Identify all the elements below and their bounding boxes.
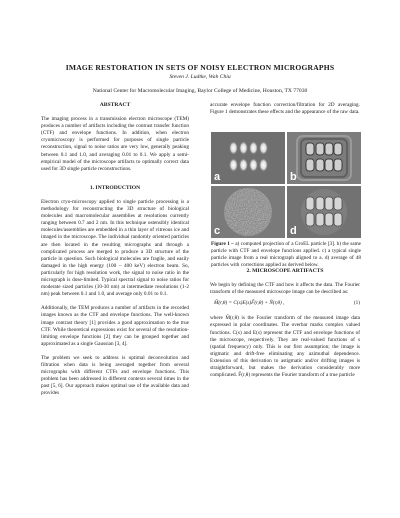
figure-panel-a	[211, 132, 285, 184]
panel-d-image	[287, 186, 361, 238]
intro-heading: 1. INTRODUCTION	[89, 184, 141, 191]
caption-label: Figure 1 –	[211, 241, 234, 247]
right-paragraph-2: We begin by defining the CTF and how it affects the data. The Fourier transform of the measured microscope image can be described as:	[210, 282, 360, 296]
abstract-text: The imaging process in a transmission electron microscope (TEM) produces a number of artifacts including the contrast transfer function (CTF) and envelope functions. In addition, when electron cryomicroscopy is performed for purposes of single particle reconstruction, signal to noise ratios are very low, generally peaking between 0.1 and 1.0, and averaging 0.01 to 0.1. We apply a semi-empirical model of the microscope artifacts to optimally correct data used for 3D single particle reconstructions.	[41, 116, 189, 172]
figure-label-c: c	[214, 225, 221, 237]
right-column-bottom	[210, 268, 360, 386]
figure-label-a: a	[214, 171, 221, 183]
intro-paragraph-1: Electron cryo-microscopy applied to single particle processing is a methodology for reconstructing the 3D structure of biological molecules and macromolecular assemblies at resolutions currently ranging between 0.7 and 2 nm. In this technique ostensibly identical molecules/assemblies are embedded in a thin layer of vitreous ice and imaged in the microscope. The individual randomly oriented particles are then located in the resulting micrographs and through a complicated process are merged to produce a 3D structure of the particle in question. Such biological molecules are fragile, and easily damaged in the high energy (100 – 400 keV) electron beam. So, particularly for high resolution work, the signal to noise ratio in the micrograph is dose-limited. Typical spectral signal to noise ratios for moderate sized particles (10-30 nm) at intermediate resolutions (1-2 nm) peak between 0.1 and 1.0, and average only 0.01 to 0.1.	[41, 198, 189, 298]
caption-text: a) computed projection of a GroEL particle [3]. b) the same particle with CTF and envelope functions applied. c) a typical single particle image from a real micrograph aligned to a. d) average of 48 particles with corrections applied as derived below.	[211, 241, 361, 269]
paper-authors: Steven J. Ludtke, Wah Chiu	[169, 74, 231, 80]
section-2-heading: 2. MICROSCOPE ARTIFACTS	[246, 268, 324, 274]
figure-label-b: b	[290, 171, 297, 183]
equation-number: (1)	[353, 300, 360, 307]
paper-affiliation: National Center for Macromolecular Imaging, Baylor College of Medicine, Houston, TX 77030	[92, 88, 308, 94]
right-column-top	[210, 102, 360, 123]
figure-label-d: d	[290, 225, 297, 237]
right-paragraph-3: where M̃(r,θ) is the Fourier transform of the measured image data expressed in polar coordinates. The overbar marks complex valued functions. C(s) and E(s) represent the CTF and envelope functions of the microscope, respectively. They are real-valued functions of s (spatial frequency) only. This is our first assumption; the image is stigmatic and drift-free eliminating any azimuthal dependence. Extension of this derivation to astigmatic and/or drifting images is straightforward, but makes the derivation considerably more complicated. F̃(r,θ) represents the Fourier transform of a true particle	[210, 315, 360, 379]
intro-paragraph-3: The problem we seek to address is optimal deconvolution and filtration when data is being averaged together from several micrographs with different CTFs and envelope functions. This problem has been addressed in different contexts several times in the past [5, 6]. Our approach makes optimal use of the available data and provides	[41, 355, 189, 397]
figure-caption	[211, 241, 361, 269]
equation-body: M̃(r,θ) = C(s)E(s)F̃(r,θ) + Ñ(r,θ) ,	[214, 300, 285, 307]
panel-c-image	[211, 186, 285, 238]
left-column	[41, 102, 189, 405]
figure-1	[211, 132, 361, 238]
figure-panel-d	[287, 186, 361, 238]
abstract-heading: ABSTRACT	[99, 102, 131, 108]
panel-b-image	[287, 132, 361, 184]
panel-a-image	[211, 132, 285, 184]
right-paragraph-1: accurate envelope function correction/filtration for 2D averaging. Figure 1 demonstrates these effects and the appearance of the raw data.	[210, 102, 360, 116]
equation-1	[210, 300, 360, 307]
figure-panel-c	[211, 186, 285, 238]
figure-panel-b	[287, 132, 361, 184]
intro-paragraph-2: Additionally, the TEM produces a number of artifacts in the recorded images known as the CTF and envelope functions. The well-known image contrast theory [1] provides a good approximation to the true CTF. While theoretical expressions exist for several of the resolution-limiting envelope functions [2] they can be grouped together and approximated as a single Gaussian [3, 4].	[41, 305, 189, 347]
paper-title: IMAGE RESTORATION IN SETS OF NOISY ELECTRON MICROGRAPHS	[65, 63, 335, 72]
